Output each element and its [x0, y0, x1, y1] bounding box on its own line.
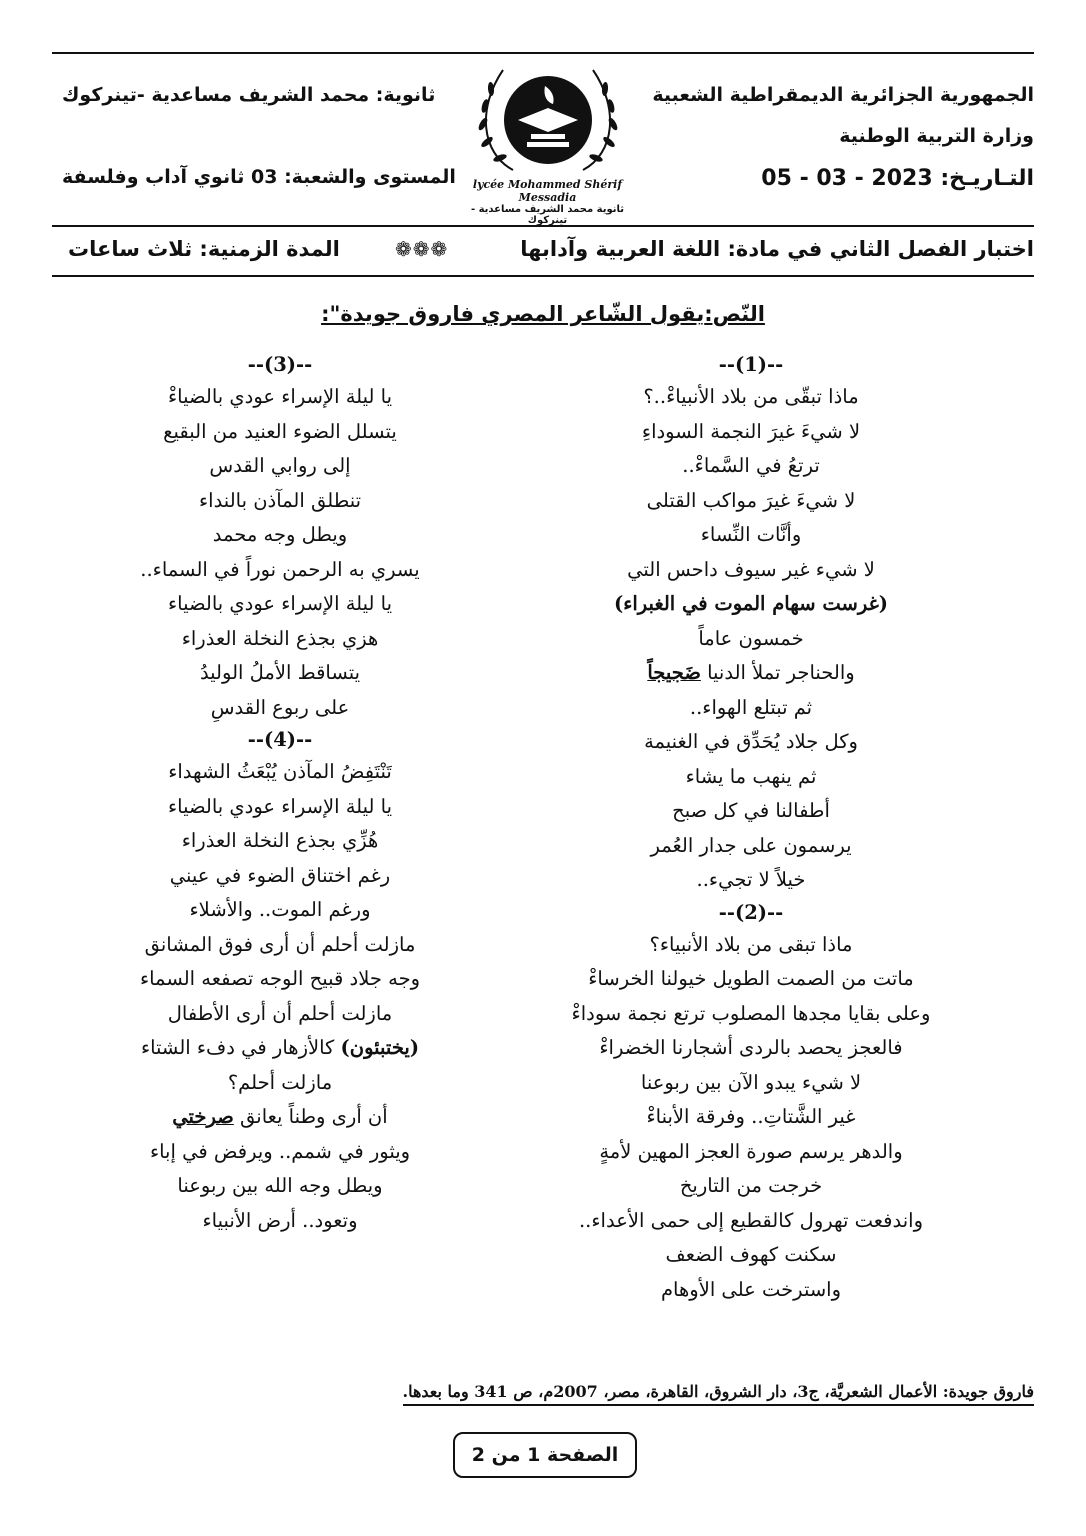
title-rule — [52, 275, 1034, 277]
poem-line: وجه جلاد قبيح الوجه تصفعه السماء — [139, 967, 421, 990]
ornament: ❁❁❁ — [395, 237, 449, 261]
poem-line — [551, 656, 951, 691]
poem-line: يتسلل الضوء العنيد من البقيع — [163, 419, 397, 443]
exam-duration: المدة الزمنية: ثلاث ساعات — [68, 237, 340, 261]
poem-column-right — [551, 350, 951, 1307]
section-heading-2: --(2)-- — [718, 900, 784, 924]
intro-text: يقول الشّاعر المصري فاروق جويدة": — [321, 302, 705, 326]
poem-line: يا ليلة الإسراء عودي بالضياء — [168, 794, 392, 818]
poem-line: خرجت من التاريخ — [679, 1174, 823, 1197]
poem-line-bold: (غرست سهام الموت في الغبراء) — [613, 592, 889, 615]
poem-line: ويطل وجه الله بين ربوعنا — [177, 1174, 383, 1197]
school-logo — [455, 58, 640, 226]
poem-line: ويطل وجه محمد — [212, 523, 348, 546]
poem-line: وتعود.. أرض الأنبياء — [202, 1208, 358, 1232]
logo-french-caption: lycée Mohammed Shérif Messadia — [472, 178, 623, 204]
page-indicator: الصفحة 1 من 2 — [453, 1432, 637, 1478]
poem-line: خيلاً لا تجيء.. — [696, 868, 806, 891]
poem-line: هزي بجذع النخلة العذراء — [181, 626, 379, 650]
ministry-name: وزارة التربية الوطنية — [839, 125, 1034, 147]
poem-line: ورغم الموت.. والأشلاء — [189, 898, 371, 921]
poem-line: تَنْتَفِضُ المآذن يُبْعَثُ الشهداء — [168, 760, 392, 783]
poem-line: يسري به الرحمن نوراً في السماء.. — [140, 557, 420, 581]
poem-word-underlined: ضَجيجاً — [647, 661, 701, 684]
poem-line: خمسون عاماً — [698, 626, 804, 650]
poem-line-part: كالأزهار في دفء الشتاء — [140, 1036, 335, 1059]
date-value: 05 - 03 - 2023 — [761, 166, 933, 191]
republic-name: الجمهورية الجزائرية الديمقراطية الشعبية — [652, 84, 1034, 106]
poem-line: سكنت كهوف الضعف — [665, 1243, 837, 1266]
intro-label: النّص: — [704, 302, 765, 326]
poem-line-part: أن أرى وطناً يعانق — [240, 1105, 388, 1128]
poem-line: ماذا تبقى من بلاد الأنبياء؟ — [649, 932, 853, 956]
poem-line: هُزِّي بجذع النخلة العذراء — [181, 829, 379, 852]
poem-line: يا ليلة الإسراء عودي بالضياء — [168, 592, 392, 615]
poem-word-underlined: صرختي — [172, 1105, 234, 1128]
poem-line: والدهر يرسم صورة العجز المهين لأمةٍ — [599, 1139, 903, 1163]
exam-date — [761, 166, 1034, 191]
section-heading-3: --(3)-- — [247, 353, 313, 376]
poem-line: تنطلق المآذن بالنداء — [198, 488, 362, 512]
poem-line-part: والحناجر تملأ الدنيا — [707, 661, 855, 684]
poem-line: يا ليلة الإسراء عودي بالضياءْ — [168, 385, 392, 408]
poem-line: ماتت من الصمت الطويل خيولنا الخرساءْ — [588, 967, 914, 990]
poem-line: يتساقط الأملُ الوليدُ — [199, 661, 361, 684]
top-rule — [52, 52, 1034, 54]
poem-line: فالعجز يحصد بالردى أشجارنا الخضراءْ — [599, 1036, 903, 1059]
poem-line: أطفالنا في كل صبح — [672, 799, 830, 822]
poem-line: لا شيء غير سيوف داحس التي — [627, 557, 875, 581]
poem-line: وكل جلاد يُحَدِّق في الغنيمة — [644, 730, 858, 753]
poem-line: لا شيءَ غيرَ النجمة السوداءِ — [641, 419, 861, 443]
poem-line — [80, 1031, 480, 1066]
date-label: التـاريـخ: — [940, 166, 1034, 191]
poem-line — [80, 1100, 480, 1135]
poem-line: واندفعت تهرول كالقطيع إلى حمى الأعداء.. — [578, 1208, 923, 1232]
section-heading-4: --(4)-- — [247, 728, 313, 751]
text-intro — [0, 302, 1086, 326]
poem-line: إلى روابي القدس — [209, 454, 351, 477]
poem-word-bold: (يختبئون) — [340, 1036, 420, 1059]
exam-title: اختبار الفصل الثاني في مادة: اللغة العربية وآدابها — [520, 237, 1034, 261]
poem-line: وعلى بقايا مجدها المصلوب ترتع نجمة سوداءْ — [571, 1001, 931, 1025]
poem-line: لا شيء يبدو الآن بين ربوعنا — [640, 1070, 862, 1094]
poem-line: غير الشَّتاتِ.. وفرقة الأبناءْ — [646, 1105, 856, 1128]
school-name: ثانوية: محمد الشريف مساعدية -تينركوك — [62, 84, 436, 106]
poem-line: وأنَّات النِّساء — [700, 523, 802, 546]
poem-line: رغم اختناق الضوء في عيني — [169, 863, 391, 887]
poem-column-left — [80, 350, 480, 1238]
poem-line: ماذا تبقّى من بلاد الأنبياءْ..؟ — [643, 385, 859, 408]
poem-line: مازلت أحلم؟ — [227, 1070, 333, 1094]
poem-line: ترتعُ في السَّماءْ.. — [682, 454, 820, 477]
poem-line: ويثور في شمم.. ويرفض في إباء — [149, 1139, 411, 1163]
source-reference: فاروق جويدة: الأعمال الشعريَّة، ج3، دار الشروق، القاهرة، مصر، 2007م، ص 341 وما بعدها. — [403, 1382, 1034, 1406]
poem-line: يرسمون على جدار العُمر — [650, 833, 852, 857]
level-value: 03 ثانوي آداب وفلسفة — [62, 166, 278, 188]
poem-line: ثم ينهب ما يشاء — [685, 764, 817, 788]
logo-arabic-caption: ثانوية محمد الشريف مساعدية - تينركوك — [470, 204, 625, 226]
poem-line: واسترخت على الأوهام — [660, 1277, 841, 1301]
level-stream — [62, 166, 456, 188]
laurel-emblem-icon — [473, 58, 623, 178]
section-heading-1: --(1)-- — [718, 353, 784, 376]
poem-line: مازلت أحلم أن أرى الأطفال — [167, 1001, 393, 1025]
poem-line: مازلت أحلم أن أرى فوق المشانق — [144, 932, 416, 956]
poem-line: على ربوع القدسِ — [210, 695, 350, 719]
level-label: المستوى والشعبة: — [284, 166, 456, 188]
poem-line: ثم تبتلع الهواء.. — [689, 695, 813, 719]
poem-line: لا شيءَ غيرَ مواكب القتلى — [646, 488, 856, 512]
